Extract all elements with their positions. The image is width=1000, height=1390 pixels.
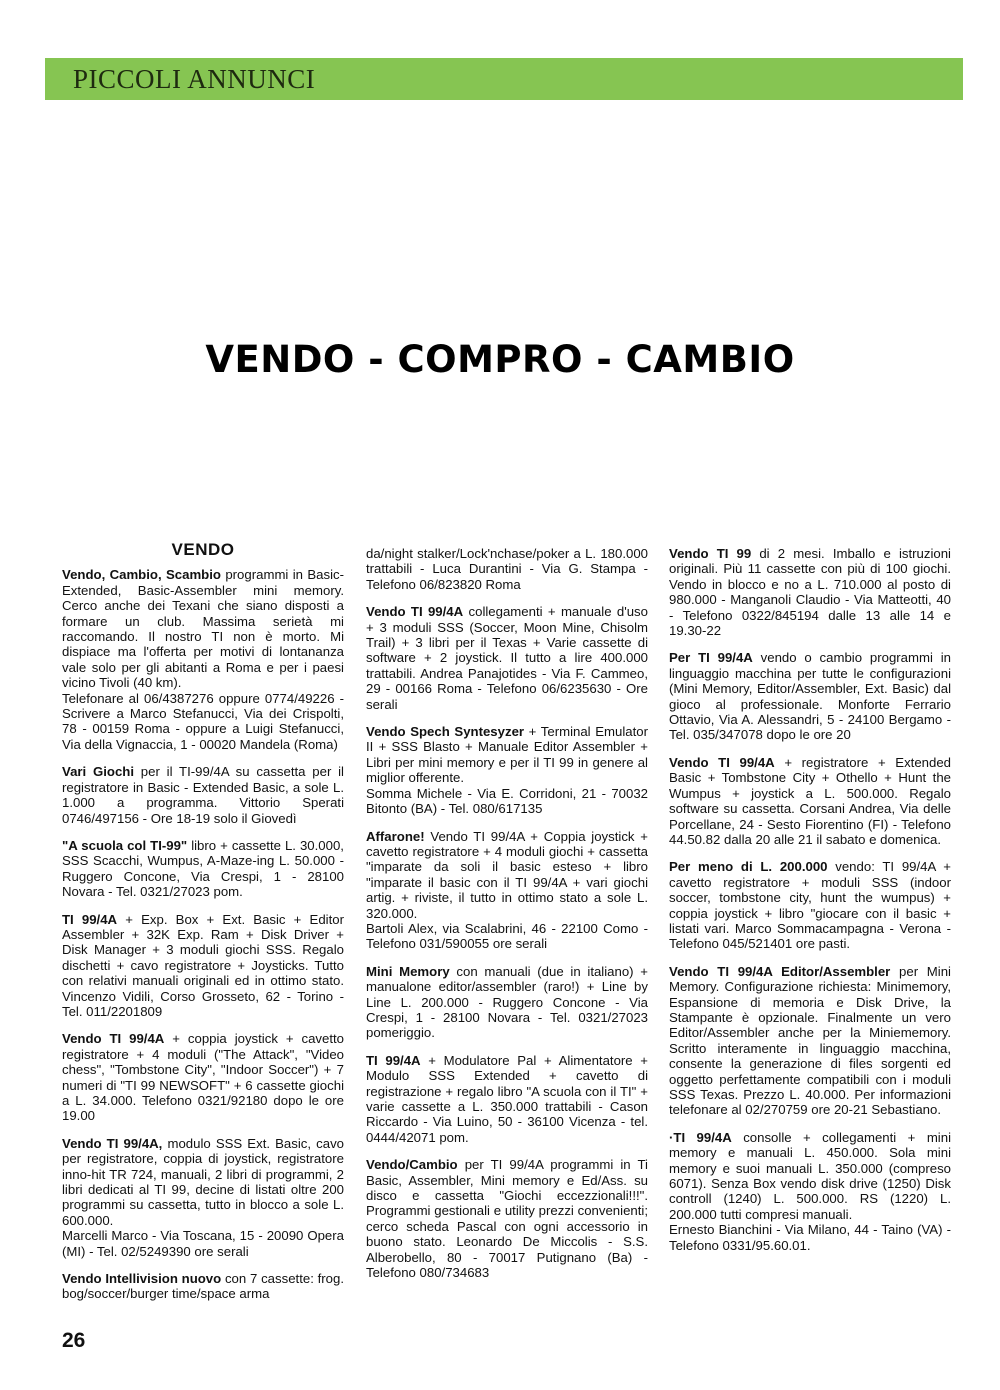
ad-body [669, 650, 951, 742]
ad-text: per Mini Memory. Configurazione richiesta: Minimemory, Espansione di memoria e Disk Drive, la Stampante è opzionale. Finalmente un vero Editor/Assembler anche per la Miniememory. Scritto interamente in linguaggio macchina, consente la generazione di files sorgenti ed oggetto perfettamente compatibili con i moduli SSS Texas. Prezzo L. 40.000. Per informazioni telefonare al 02/270759 ore 20-21 Sebastiano. [669, 963, 951, 1118]
ad-contact: Bartoli Alex, via Scalabrini, 46 - 22100 Como - Telefono 031/590055 ore serali [366, 920, 648, 952]
ad-body [62, 567, 344, 690]
ad-body [366, 829, 648, 921]
ad-text: + Modulatore Pal + Alimentatore + Modulo SSS Extended + cavetto di registrazione + regalo libro "A scuola con il TI" + varie cassette a L. 350.000 trattabili - Cason Riccardo - Via Luino, 50 - 36100 Vicenza - tel. 0444/42071 pom. [366, 1052, 648, 1145]
ad-body [669, 546, 951, 638]
classified-ad [62, 764, 344, 826]
ad-lead: Vendo TI 99 [669, 546, 752, 561]
ad-body [62, 1031, 344, 1123]
classified-ad [62, 1271, 344, 1302]
classified-ad [366, 604, 648, 712]
ad-lead: Affarone! [366, 828, 425, 844]
classified-ad [669, 964, 951, 1118]
ad-body [62, 912, 344, 1020]
classified-ad [669, 650, 951, 742]
ad-body [669, 755, 951, 847]
classified-ad [366, 829, 648, 952]
ad-text: per TI 99/4A programmi in Ti Basic, Assembler, Mini memory e Ed/Ass. su disco e cassetta "Giochi eccezzionali!!!". Programmi gestionali e utility prezzi convenienti; cerco scheda Pascal con ogni accessorio in buono stato. Leonardo De Miccolis - S.S. Alberobello, 80 - 70017 Putignano (Ba) - Telefono 080/734683 [366, 1157, 648, 1281]
ad-text: vendo o cambio programmi in linguaggio macchina per tutte le configurazioni (Mini Memory, Editor/Assembler, Ext. Basic) dal gioco al professionale. Monforte Ferrario Ottavio, Via A. Alessandri, 5 - 24100 Bergamo - Tel. 035/347078 dopo le ore 20 [669, 650, 952, 743]
page-title: VENDO - COMPRO - CAMBIO [205, 338, 795, 381]
ad-text: per il TI-99/4A su cassetta per il registratore in Basic - Extended Basic, a sole L. 1.000 a programma. Vittorio Sperati 0746/497156 - Ore 18-19 solo il Giovedì [62, 764, 344, 826]
classified-ad [669, 546, 951, 638]
ad-lead: Per TI 99/4A [669, 650, 753, 666]
ad-text: + registratore + Extended Basic + Tombstone City + Othello + Hunt the Wumpus + joystick a L. 500.000. Regalo software su cassetta. Corsani Andrea, Via delle Porcellane, 24 - Sesto Fiorentino (FI) - Telefono 44.50.82 dalla 20 alle 21 il sabato e domenica. [669, 754, 952, 847]
classified-ad [366, 546, 648, 592]
ad-lead: ·TI 99/4A [669, 1129, 732, 1145]
ad-body [62, 1136, 344, 1228]
ad-text: di 2 mesi. Imballo e istruzioni originali. Più 11 cassette con più di 100 giochi. Vendo in blocco e no a L. 710.000 al posto di 980.000 - Manganoli Claudio - Via Matteotti, 40 - Telefono 0322/845194 dalle 13 alle 14 e 19.30-22 [669, 546, 951, 639]
ad-text: consolle + collegamenti + mini memory e manuali L. 450.000. Sola mini memory e suoi manuali L. 350.000 (compreso 6071). Senza Box vendo disk drive (1250) Disk controll (1240) L. 500.000. RS (1220) L. 200.000 tutti compresi manuali. [669, 1129, 951, 1222]
ad-lead: Vendo TI 99/4A [62, 1031, 165, 1047]
ad-lead: TI 99/4A [366, 1052, 421, 1068]
ad-text: con manuali (due in italiano) + manualone editor/assembler (raro!) + Line by Line L. 200.000 - Ruggero Concone - Via Crespi, 1 - 28100 Novara - Tel. 0321/27023 pomeriggio. [366, 963, 648, 1041]
classified-ad [366, 1157, 648, 1280]
ad-body [62, 764, 344, 826]
classified-ad [669, 1130, 951, 1253]
column-2 [366, 546, 648, 1292]
ad-lead: Vendo, Cambio, Scambio [62, 567, 221, 583]
classified-ad [669, 859, 951, 951]
page-number: 26 [62, 1329, 86, 1352]
banner-title: PICCOLI ANNUNCI [73, 64, 316, 94]
ad-body [366, 1053, 648, 1145]
classified-ad [62, 567, 344, 752]
classified-ad [62, 1031, 344, 1123]
ad-lead: Vendo TI 99/4A, [62, 1135, 163, 1151]
ad-body [366, 1157, 648, 1280]
ad-text: + Terminal Emulator II + SSS Blasto + Manuale Editor Assembler + Libri per mini memory e per il TI 99 in genere al miglior offerente. [366, 724, 648, 786]
ad-lead: Vendo TI 99/4A Editor/Assembler [669, 963, 891, 979]
classified-ad [366, 1053, 648, 1145]
classified-ad [366, 724, 648, 816]
ad-lead: Vendo/Cambio [366, 1157, 458, 1173]
classified-ad [62, 912, 344, 1020]
ad-lead: Mini Memory [366, 963, 450, 979]
column-3 [669, 546, 951, 1265]
section-banner [45, 58, 963, 100]
ad-lead: Vendo TI 99/4A [366, 604, 464, 620]
ad-body [669, 859, 951, 951]
ad-text: con 7 cassette: frog. bog/soccer/burger time/space arma [62, 1271, 345, 1302]
column-1 [62, 542, 344, 1314]
ad-text: vendo: TI 99/4A + cavetto registratore + moduli SSS (indoor soccer, tombstone city, hunt the wumpus) + coppia joystick + libro "giocare con il basic + listati vari. Marco Sommacampagna - Verona - Telefono 045/521401 ore pasti. [669, 859, 951, 952]
ad-body [62, 1271, 344, 1302]
ad-text: da/night stalker/Lock'nchase/poker a L. 180.000 trattabili - Luca Durantini - Via G. Stampa - Telefono 06/823820 Roma [366, 546, 648, 592]
ad-body [366, 604, 648, 712]
ad-lead: Per meno di L. 200.000 [669, 859, 828, 875]
ad-body [62, 838, 344, 900]
ad-contact: Ernesto Bianchini - Via Milano, 44 - Taino (VA) - Telefono 0331/95.60.01. [669, 1222, 951, 1253]
ad-text: collegamenti + manuale d'uso + 3 moduli SSS (Soccer, Moon Mine, Chisolm Trail) + 3 libri per il Texas + Varie cassette di software + 2 joystick. Il tutto a lire 400.000 trattabili. Andrea Panajotides - Via F. Cammeo, 29 - 00166 Roma - Telefono 06/6235630 - Ore serali [366, 604, 648, 712]
ad-text: modulo SSS Ext. Basic, cavo per registratore, coppia di joystick, registratore inno-hit TR 724, manuali, 2 libri di programmi, 2 libri dedicati al TI 99, decine di listati oltre 200 programmi su cassetta, tutto in blocco a sole L. 600.000. [62, 1135, 344, 1228]
classified-ad [62, 838, 344, 900]
ad-body [366, 724, 648, 786]
ad-body [366, 546, 648, 592]
ad-lead: Vari Giochi [62, 764, 135, 780]
ad-text: Vendo TI 99/4A + Coppia joystick + cavetto registratore + 4 moduli giochi + cassetta "imparate da soli il basic esteso + libro "imparate il basic con il TI 99/4A + vari giochi artig. + riviste, il tutto in ottimo stato a sole L. 320.000. [366, 828, 648, 921]
ad-contact: Marcelli Marco - Via Toscana, 15 - 20090 Opera (MI) - Tel. 02/5249390 ore serali [62, 1228, 344, 1259]
ad-lead: Vendo Spech Syntesyzer [366, 724, 525, 740]
ad-lead: TI 99/4A [62, 911, 118, 927]
ad-body [669, 964, 951, 1118]
ad-text: programmi in Basic-Extended, Basic-Assembler mini memory. Cerco anche dei Texani che siano disposti a formare un club. Massima serietà mi raccomando. Il nostro TI non è morto. Mi dispiace ma l'offerta per motivi di lontananza vale solo per gli abitanti a Roma e per i paesi vicino Tivoli (40 km). [62, 567, 344, 691]
ad-text: + Exp. Box + Ext. Basic + Editor Assembler + 32K Exp. Ram + Disk Driver + Disk Manager + 3 moduli giochi SSS. Regalo dischetti + cavo registratore + Joysticks. Tutto con relativi manuali originali ed in ottimo stato. Vincenzo Vidili, Corso Grosseto, 62 - Torino - Tel. 011/2201809 [62, 911, 344, 1019]
ad-body [669, 1130, 951, 1222]
classified-ad [62, 1136, 344, 1259]
ad-lead: Vendo Intellivision nuovo [62, 1271, 222, 1287]
ad-lead: "A scuola col TI-99" [62, 837, 188, 853]
classified-ad [366, 964, 648, 1041]
ad-text: libro + cassette L. 30.000, SSS Scacchi, Wumpus, A-Maze-ing L. 50.000 - Ruggero Concone, Via Crespi, 1 - 28100 Novara - Tel. 0321/27023 pom. [62, 837, 344, 900]
classified-ad [669, 755, 951, 847]
ad-text: + coppia joystick + cavetto registratore + 4 moduli ("The Attack", "Video chess", "Tombstone City", "Indoor Soccer") + 7 numeri di "TI 99 NEWSOFT" + 6 cassette giochi a L. 34.000. Telefono 0321/92180 dopo le ore 19.00 [62, 1031, 344, 1124]
ad-lead: Vendo TI 99/4A [669, 754, 775, 770]
ad-contact: Somma Michele - Via E. Corridoni, 21 - 70032 Bitonto (BA) - Tel. 080/617135 [366, 785, 648, 817]
ad-body [366, 964, 648, 1041]
ad-contact: Telefonare al 06/4387276 oppure 0774/49226 - Scrivere a Marco Stefanucci, Via dei Crispolti, 78 - 00159 Roma - oppure a Luigi Stefanucci, Via della Vignaccia, 1 - 00020 Mandela (Roma) [62, 690, 344, 752]
section-heading-vendo: VENDO [171, 540, 235, 559]
